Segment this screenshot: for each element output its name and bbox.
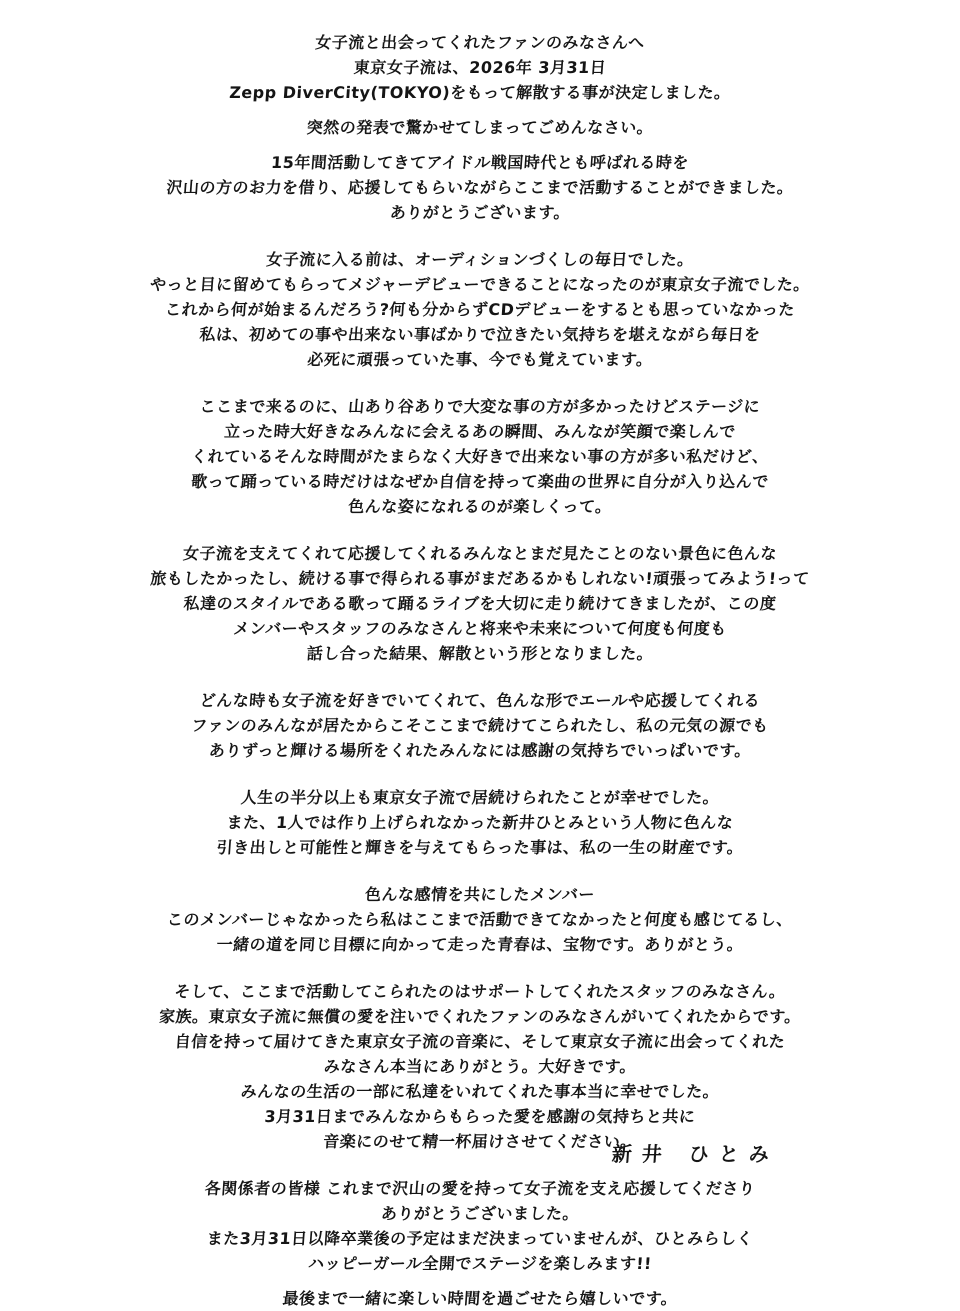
letter-line: ありずっと輝ける場所をくれたみんなには感謝の気持ちでいっぱいです。: [208, 741, 752, 760]
letter-line: やっと目に留めてもらってメジャーデビューできることになったのが東京女子流でした。: [149, 275, 811, 294]
letter-line: 旅もしたかったし、続ける事で得られる事がまだあるかもしれない!頑張ってみよう!って: [149, 569, 811, 588]
letter-paragraph: [0, 785, 960, 860]
letter-line: そして、ここまで活動してこられたのはサポートしてくれたスタッフのみなさん。: [173, 982, 787, 1001]
letter-line: みんなの生活の一部に私達をいれてくれた事本当に幸せでした。: [240, 1082, 720, 1101]
letter-line: 東京女子流は、2026年 3月31日: [353, 58, 607, 77]
letter-line: 色んな感情を共にしたメンバー: [364, 885, 596, 904]
letter-paragraph: [0, 541, 960, 666]
letter-line: また、1人では作り上げられなかった新井ひとみという人物に色んな: [226, 813, 734, 832]
letter-line: みなさん本当にありがとう。大好きです。: [323, 1057, 637, 1076]
letter-line: 一緒の道を同じ目標に向かって走った青春は、宝物です。ありがとう。: [215, 935, 745, 954]
letter-line: メンバーやスタッフのみなさんと将来や未来について何度も何度も: [232, 619, 728, 638]
letter-paragraph: [0, 115, 960, 140]
letter-line: 音楽にのせて精一杯届けさせてください。: [322, 1132, 638, 1151]
letter-paragraph: [0, 979, 960, 1154]
letter-line: Zepp DiverCity(TOKYO)をもって解散する事が決定しました。: [228, 83, 732, 102]
letter-line: 私達のスタイルである歌って踊るライブを大切に走り続けてきましたが、この度: [182, 594, 778, 613]
letter-line: 引き出しと可能性と輝きを与えてもらった事は、私の一生の財産です。: [215, 838, 745, 857]
letter-paragraph: [0, 150, 960, 225]
letter-paragraph: [0, 247, 960, 372]
letter-line: 家族。東京女子流に無償の愛を注いでくれたファンのみなさんがいてくれたからです。: [158, 1007, 802, 1026]
letter-line: ありがとうございます。: [389, 203, 571, 222]
handwritten-letter: [0, 30, 960, 1311]
letter-line: これから何が始まるんだろう?何も分からずCDデビューをするとも思っていなかった: [164, 300, 796, 319]
letter-line: 15年間活動してきてアイドル戦国時代とも呼ばれる時を: [270, 153, 690, 172]
letter-line: ありがとうございました。: [380, 1204, 580, 1223]
letter-line: 自信を持って届けてきた東京女子流の音楽に、そして東京女子流に出会ってくれた: [174, 1032, 786, 1051]
letter-line: 話し合った結果、解散という形となりました。: [306, 644, 654, 663]
letter-line: 立った時大好きなみんなに会えるあの瞬間、みんなが笑顔で楽しんで: [223, 422, 737, 441]
letter-line: 色んな姿になれるのが楽しくって。: [347, 497, 613, 516]
letter-paragraph: [0, 882, 960, 957]
letter-line: 3月31日までみんなからもらった愛を感謝の気持ちと共に: [263, 1107, 697, 1126]
letter-line: 各関係者の皆様 これまで沢山の愛を持って女子流を支え応援してくださり: [204, 1179, 756, 1198]
signature: 新井 ひとみ: [611, 1142, 780, 1166]
letter-paragraph: [0, 688, 960, 763]
letter-line: ハッピーガール全開でステージを楽しみます!!: [307, 1254, 653, 1273]
letter-paragraph: [0, 394, 960, 519]
letter-line: 女子流を支えてくれて応援してくれるみんなとまだ見たことのない景色に色んな: [182, 544, 778, 563]
letter-heading: [0, 30, 960, 105]
letter-line: 女子流と出会ってくれたファンのみなさんへ: [314, 33, 646, 52]
letter-line: 歌って踊っている時だけはなぜか自信を持って楽曲の世界に自分が入り込んで: [190, 472, 770, 491]
letter-line: また3月31日以降卒業後の予定はまだ決まっていませんが、ひとみらしく: [206, 1229, 754, 1248]
letter-line: ファンのみんなが居たからこそここまで続けてこられたし、私の元気の源でも: [190, 716, 770, 735]
letter-line: 突然の発表で驚かせてしまってごめんなさい。: [306, 118, 654, 137]
letter-line: 私は、初めての事や出来ない事ばかりで泣きたい気持ちを堪えながら毎日を: [198, 325, 762, 344]
letter-paragraph: [0, 1176, 960, 1276]
letter-line: 必死に頑張っていた事、今でも覚えています。: [306, 350, 654, 369]
letter-paragraph: [0, 1286, 960, 1311]
letter-line: 女子流に入る前は、オーディションづくしの毎日でした。: [265, 250, 695, 269]
letter-line: くれているそんな時間がたまらなく大好きで出来ない事の方が多い私だけど、: [190, 447, 770, 466]
letter-line: 人生の半分以上も東京女子流で居続けられたことが幸せでした。: [240, 788, 720, 807]
letter-line: どんな時も女子流を好きでいてくれて、色んな形でエールや応援してくれる: [199, 691, 761, 710]
letter-line: ここまで来るのに、山あり谷ありで大変な事の方が多かったけどステージに: [199, 397, 761, 416]
letter-line: 沢山の方のお力を借り、応援してもらいながらここまで活動することができました。: [165, 178, 795, 197]
letter-line: このメンバーじゃなかったら私はここまで活動できてなかったと何度も感じてるし、: [166, 910, 794, 929]
letter-line: 最後まで一緒に楽しい時間を過ごせたら嬉しいです。: [281, 1289, 679, 1308]
